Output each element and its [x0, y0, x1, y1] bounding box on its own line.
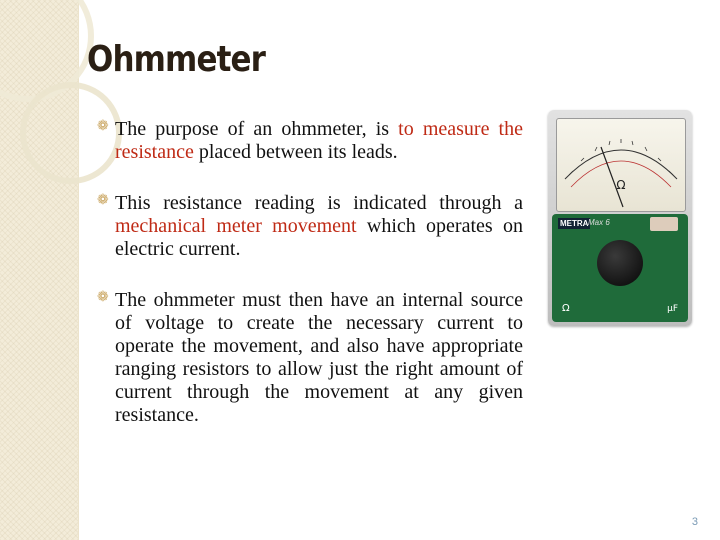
slide-title: Ohmmeter — [87, 39, 266, 80]
bullet-item — [95, 118, 523, 164]
bullet-text — [115, 192, 523, 261]
bullet-text-part: which operates on electric current. — [115, 215, 523, 260]
ohmmeter-photo — [548, 110, 692, 326]
bullet-text-part: placed between its leads. — [193, 141, 398, 163]
dial-ohm-label: Ω — [616, 178, 626, 192]
bullet-text-part: The ohmmeter must then have an internal source of voltage to create the necessary current to operate the movement, and also have appropriate ranging resistors to allow just the right amount of current through the movement at any given resistance. — [115, 289, 523, 426]
bullet-text-part: This resistance reading is indicated through a — [115, 192, 523, 214]
bullet-text — [115, 289, 523, 427]
bullet-text — [115, 118, 523, 164]
meter-brand-label: METRA — [560, 219, 589, 228]
meter-model-label: Max 6 — [588, 218, 610, 227]
page-number: 3 — [691, 516, 698, 528]
highlighted-phrase: mechanical meter movement — [115, 215, 357, 237]
meter-dial — [556, 118, 686, 212]
bullet-text-part: The purpose of an ohmmeter, is — [115, 118, 399, 140]
bullet-list — [95, 118, 523, 455]
meter-scale — [557, 119, 685, 211]
capacitance-unit-label: µF — [667, 304, 678, 314]
bullet-icon: ❁ — [97, 193, 109, 208]
meter-needle — [601, 147, 626, 207]
range-selector-knob — [597, 240, 643, 286]
bullet-icon: ❁ — [97, 119, 109, 134]
range-indicator — [650, 217, 678, 231]
highlighted-phrase: to measure the resistance — [115, 118, 523, 163]
meter-body — [552, 214, 688, 322]
bullet-item — [95, 192, 523, 261]
bullet-icon: ❁ — [97, 290, 109, 305]
bullet-item — [95, 289, 523, 427]
ohm-symbol-label: Ω — [562, 303, 570, 314]
